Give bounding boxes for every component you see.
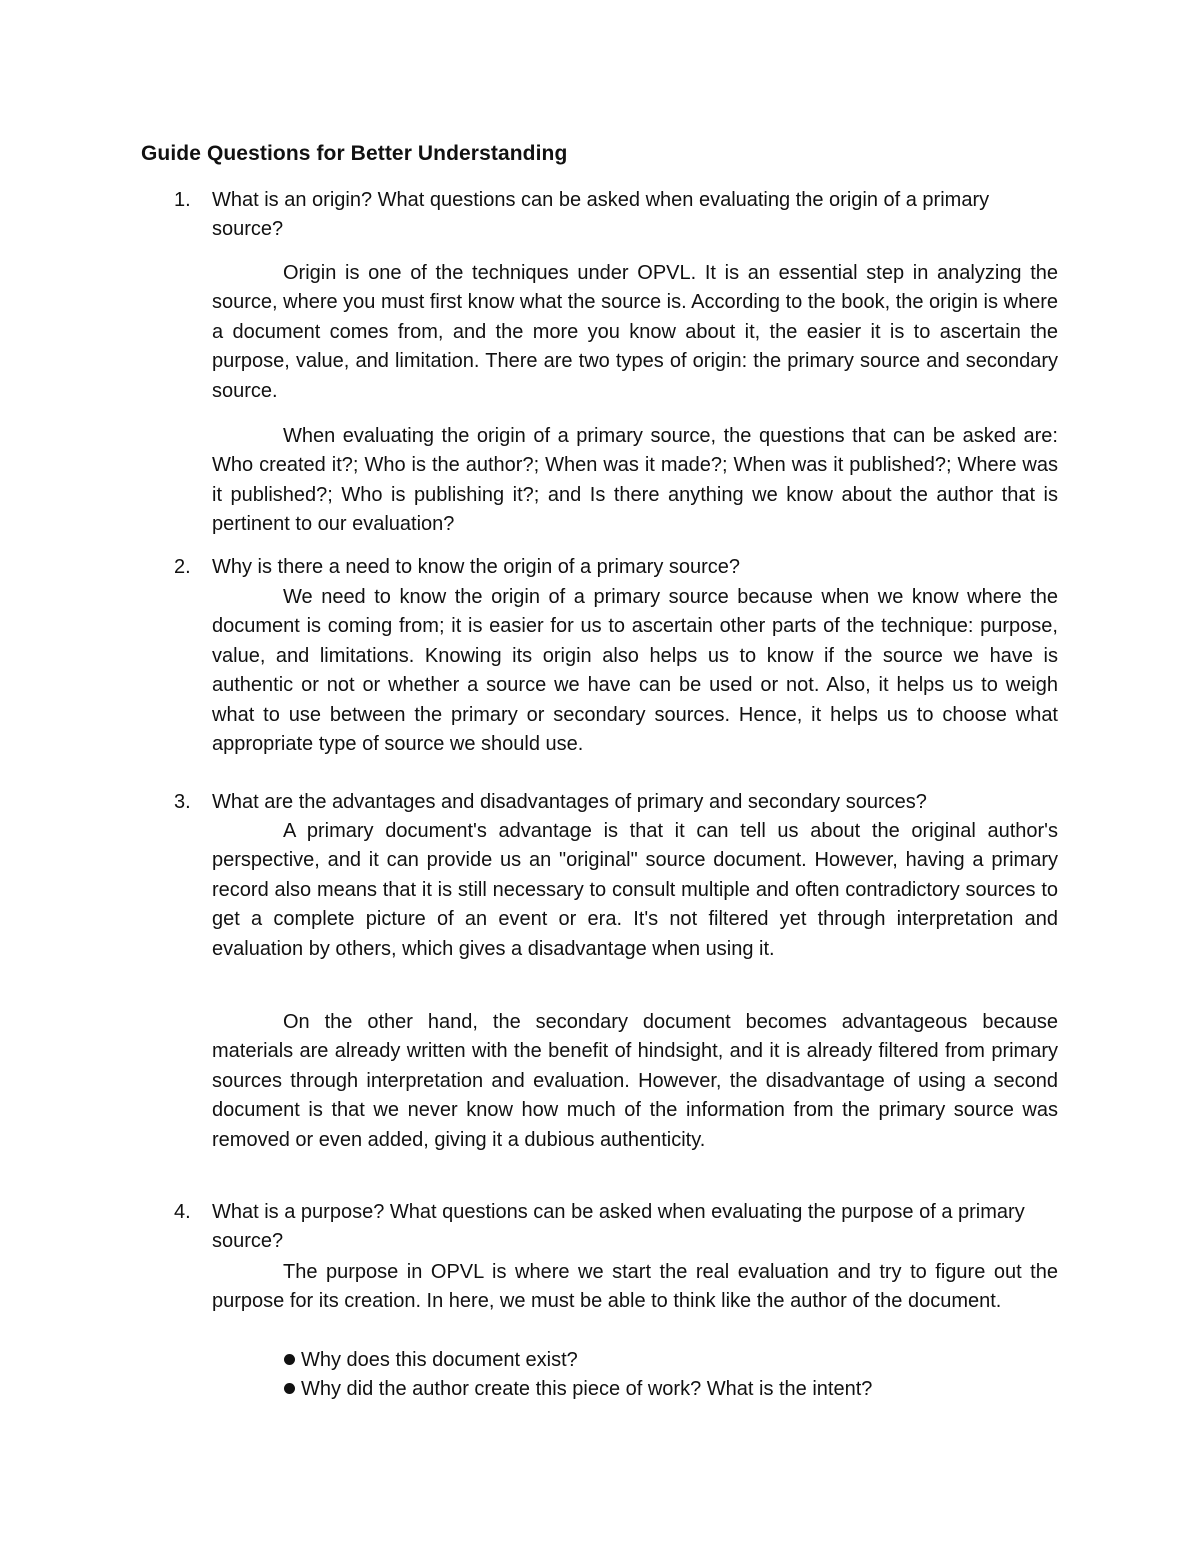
bullet-item bbox=[284, 1375, 872, 1404]
item-3-paragraph-1: A primary document's advantage is that it can tell us about the original author's perspective, and it can provide us an "original" source document. However, having a primary record also means that it is still necessary to consult multiple and often contradictory sources to get a complete picture of an event or era. It's not filtered yet through interpretation and evaluation by others, which gives a disadvantage when using it. bbox=[212, 820, 1058, 960]
item-2-number: 2. bbox=[174, 556, 191, 578]
bullet-text: Why does this document exist? bbox=[301, 1349, 578, 1371]
bullet-dot-icon bbox=[284, 1354, 295, 1365]
bullet-item bbox=[284, 1346, 578, 1375]
item-4-number: 4. bbox=[174, 1201, 191, 1223]
item-1-paragraph-1: Origin is one of the techniques under OPVL. It is an essential step in analyzing the source, where you must first know what the source is. According to the book, the origin is where a document comes from, and the more you know about it, the easier it is to ascertain the purpose, value, and limitation. There are two types of origin: the primary source and secondary source. bbox=[212, 262, 1058, 402]
item-1-question: What is an origin? What questions can be asked when evaluating the origin of a primary source? bbox=[212, 189, 990, 241]
item-2-paragraph-1: We need to know the origin of a primary source because when we know where the document is coming from; it is easier for us to ascertain other parts of the technique: purpose, value, and limitations. Knowing its origin also helps us to know if the source we have is authentic or not or whether a source we have can be used or not. Also, it helps us to weigh what to use between the primary or secondary sources. Hence, it helps us to choose what appropriate type of source we should use. bbox=[212, 586, 1058, 756]
item-4-question: What is a purpose? What questions can be asked when evaluating the purpose of a primary source? bbox=[212, 1201, 1025, 1253]
bullet-text: Why did the author create this piece of work? What is the intent? bbox=[301, 1378, 873, 1400]
item-1-paragraph-2: When evaluating the origin of a primary source, the questions that can be asked are: Who created it?; Who is the author?; When was it made?; When was it published?; Where was it published?; Who is publishing it?; and Is there anything we know about the author that is pertinent to our evaluation? bbox=[212, 425, 1058, 536]
item-4-paragraph-1: The purpose in OPVL is where we start the real evaluation and try to figure out the purpose for its creation. In here, we must be able to think like the author of the document. bbox=[212, 1261, 1058, 1313]
item-3-number: 3. bbox=[174, 791, 191, 813]
item-1-number: 1. bbox=[174, 189, 191, 211]
bullet-dot-icon bbox=[284, 1383, 295, 1394]
item-3-question: What are the advantages and disadvantages of primary and secondary sources? bbox=[212, 791, 927, 813]
item-2-question: Why is there a need to know the origin of a primary source? bbox=[212, 556, 741, 578]
document-title: Guide Questions for Better Understanding bbox=[141, 142, 568, 165]
item-3-paragraph-2: On the other hand, the secondary document becomes advantageous because materials are already written with the benefit of hindsight, and it is already filtered from primary sources through interpretation and evaluation. However, the disadvantage of using a second document is that we never know how much of the information from the primary source was removed or even added, giving it a dubious authenticity. bbox=[212, 1011, 1058, 1151]
